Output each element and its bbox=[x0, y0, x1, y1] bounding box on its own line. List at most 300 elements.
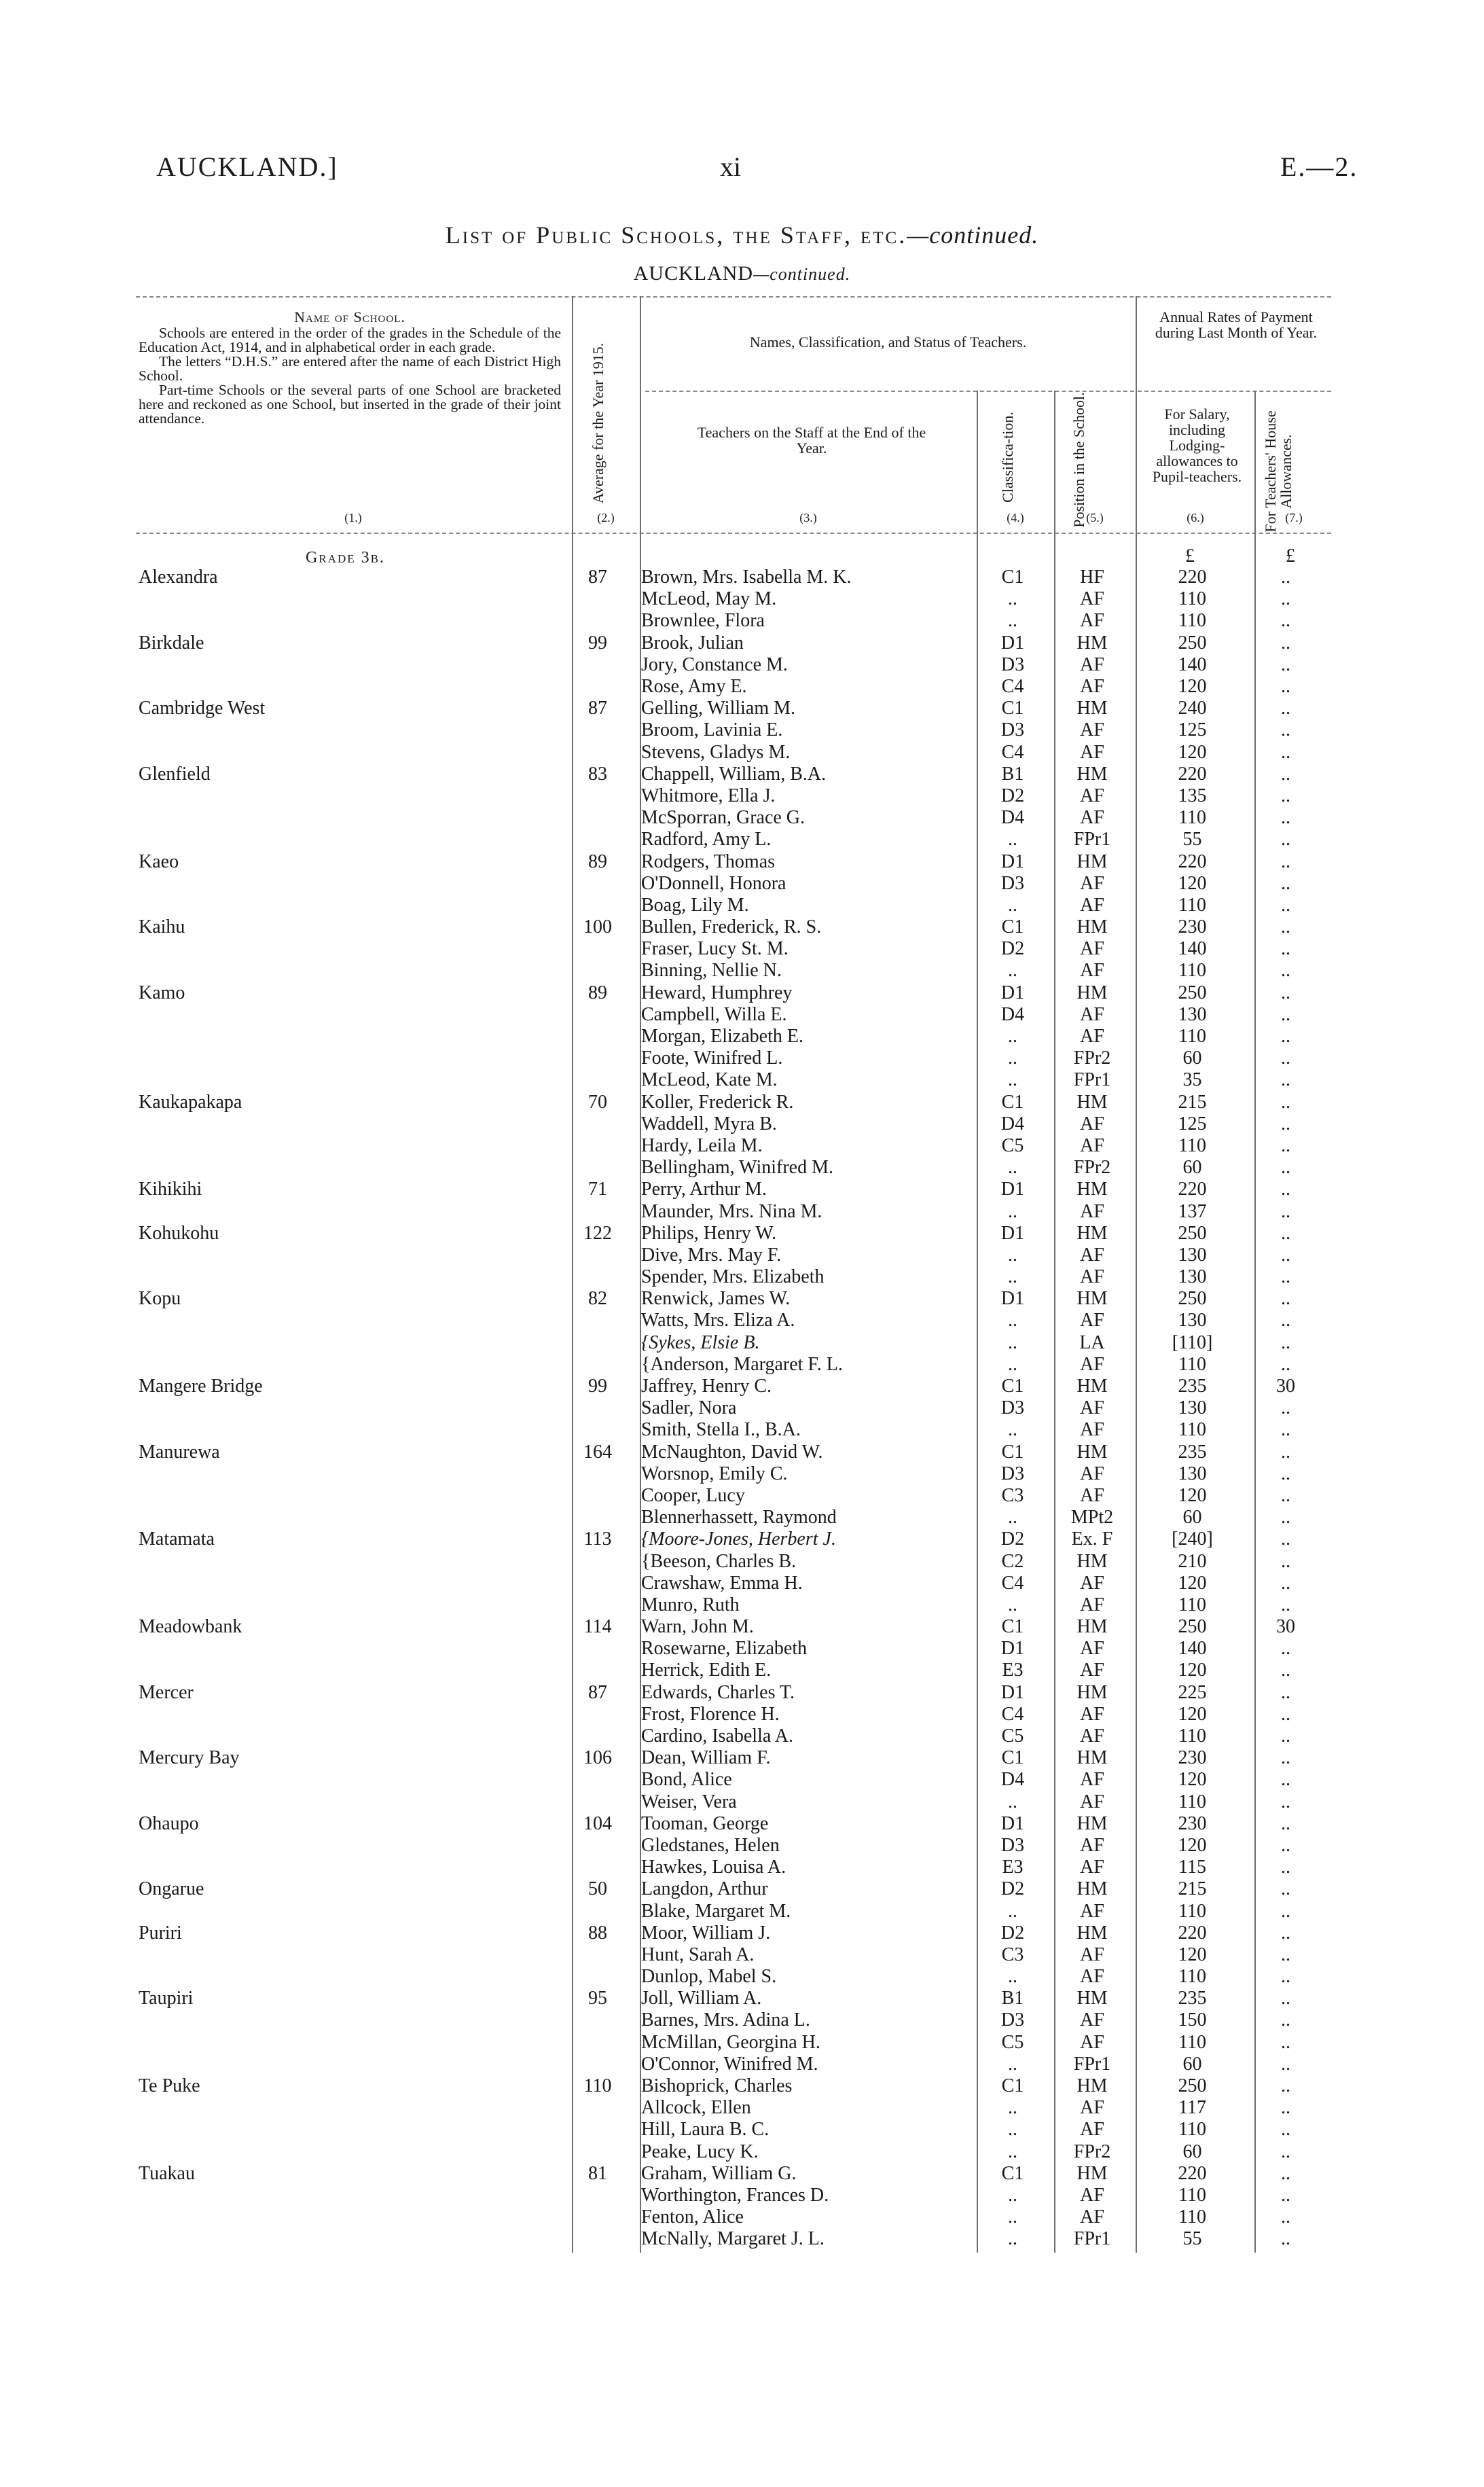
school-note-1: Schools are entered in the order of the grades in the Schedule of the Education Act, 1914, and in alphabetical order in each grade. bbox=[139, 325, 561, 355]
position: AF bbox=[1080, 1353, 1104, 1375]
table-row bbox=[139, 916, 1320, 938]
classification: C2 bbox=[1001, 1550, 1024, 1572]
school-name bbox=[139, 1463, 143, 1484]
school-name bbox=[139, 1704, 143, 1725]
salary: 140 bbox=[1178, 1638, 1207, 1660]
house-allowance: .. bbox=[1281, 1419, 1290, 1441]
table-row bbox=[139, 1223, 1320, 1245]
teacher-name-cell bbox=[632, 2054, 974, 2075]
school-name-cell bbox=[139, 1266, 564, 1288]
salary: 110 bbox=[1178, 1594, 1206, 1615]
average-attendance bbox=[564, 1966, 632, 1988]
salary: 35 bbox=[1182, 1069, 1202, 1091]
salary: 110 bbox=[1178, 2119, 1206, 2141]
position: HM bbox=[1076, 763, 1108, 785]
teacher-name-cell bbox=[632, 1048, 974, 1069]
average-attendance bbox=[564, 719, 632, 741]
classification: D1 bbox=[1000, 1179, 1025, 1200]
teacher-name: Gledstanes, Helen bbox=[641, 1835, 784, 1856]
salary: 215 bbox=[1178, 1878, 1207, 1900]
position: HM bbox=[1076, 982, 1108, 1003]
table-row bbox=[139, 1245, 1320, 1266]
classification: C1 bbox=[1001, 1376, 1024, 1397]
teacher-name: Tooman, George bbox=[641, 1813, 772, 1834]
average-attendance: 81 bbox=[588, 2162, 607, 2184]
table-row bbox=[139, 1725, 1320, 1747]
school-name-cell bbox=[139, 1966, 564, 1988]
school-name-cell bbox=[139, 764, 564, 785]
table-row bbox=[139, 2009, 1320, 2031]
position: AF bbox=[1080, 807, 1104, 829]
school-name-cell bbox=[139, 2054, 564, 2075]
school-name-cell bbox=[139, 916, 564, 938]
house-allowance: .. bbox=[1281, 938, 1290, 960]
teacher-name: Rose, Amy E. bbox=[641, 676, 751, 697]
house-allowance: .. bbox=[1281, 1660, 1290, 1681]
classification: C4 bbox=[1001, 676, 1024, 698]
average-attendance bbox=[564, 1004, 632, 1026]
school-name: Birkdale bbox=[139, 632, 208, 654]
teacher-name: Frost, Florence H. bbox=[641, 1704, 784, 1725]
position-column-heading: Position in the School. bbox=[1070, 392, 1087, 528]
school-name bbox=[139, 1485, 143, 1506]
teacher-name: Hill, Laura B. C. bbox=[641, 2119, 773, 2140]
house-allowance: .. bbox=[1281, 1769, 1290, 1791]
classification: C1 bbox=[1001, 1616, 1024, 1638]
school-name: Matamata bbox=[139, 1528, 219, 1550]
position: FPr2 bbox=[1073, 1048, 1111, 1069]
table-row bbox=[139, 1069, 1320, 1091]
salary: 110 bbox=[1178, 1419, 1206, 1441]
position: AF bbox=[1080, 1725, 1104, 1747]
house-allowance: .. bbox=[1281, 982, 1290, 1003]
classification: D2 bbox=[1000, 1528, 1025, 1550]
school-name bbox=[139, 2206, 143, 2227]
table-row bbox=[139, 1376, 1320, 1397]
teacher-name: Brook, Julian bbox=[641, 632, 748, 654]
average-attendance bbox=[564, 1550, 632, 1572]
teacher-name-cell bbox=[632, 1573, 974, 1594]
house-allowance: .. bbox=[1281, 763, 1290, 785]
teacher-name: Dunlop, Mabel S. bbox=[641, 1966, 780, 1987]
average-attendance bbox=[564, 2119, 632, 2141]
teacher-name: Cardino, Isabella A. bbox=[641, 1725, 797, 1747]
classification: .. bbox=[1008, 1244, 1017, 1266]
teacher-name: Hawkes, Louisa A. bbox=[641, 1857, 790, 1878]
salary: 220 bbox=[1178, 1922, 1207, 1944]
classification: C5 bbox=[1001, 1725, 1024, 1747]
teacher-name-cell bbox=[632, 1922, 974, 1944]
school-name-cell bbox=[139, 1660, 564, 1681]
school-name-cell bbox=[139, 1835, 564, 1857]
average-attendance bbox=[564, 1157, 632, 1179]
school-name: Kihikihi bbox=[139, 1179, 206, 1200]
house-allowance: .. bbox=[1281, 1331, 1290, 1353]
position: AF bbox=[1080, 1244, 1104, 1266]
table-row bbox=[139, 2054, 1320, 2075]
position: AF bbox=[1080, 1966, 1104, 1988]
table-row bbox=[139, 2032, 1320, 2054]
teacher-name: Brown, Mrs. Isabella M. K. bbox=[641, 567, 856, 588]
classification: E3 bbox=[1002, 1857, 1024, 1878]
house-allowance: .. bbox=[1281, 960, 1290, 982]
school-name bbox=[139, 588, 143, 609]
position: AF bbox=[1080, 1134, 1104, 1156]
house-allowance: .. bbox=[1281, 1288, 1290, 1310]
school-name bbox=[139, 1944, 143, 1965]
salary: 120 bbox=[1178, 1484, 1207, 1506]
page-number: xi bbox=[720, 151, 742, 182]
salary: 220 bbox=[1178, 1179, 1207, 1200]
salary: 120 bbox=[1178, 1834, 1207, 1856]
average-attendance bbox=[564, 1135, 632, 1157]
school-name-cell bbox=[139, 1813, 564, 1835]
teacher-name-cell bbox=[632, 1857, 974, 1878]
classification: D1 bbox=[1000, 1812, 1025, 1834]
school-name bbox=[139, 1573, 143, 1594]
classification: .. bbox=[1008, 1069, 1017, 1091]
salary: 60 bbox=[1182, 2053, 1202, 2075]
school-name bbox=[139, 1026, 143, 1047]
teacher-name: McSporran, Grace G. bbox=[641, 807, 809, 828]
average-attendance: 99 bbox=[588, 1376, 607, 1397]
teachers-column-number: (3.) bbox=[799, 511, 817, 524]
teacher-name-cell bbox=[632, 1135, 974, 1157]
average-attendance bbox=[564, 873, 632, 895]
position: AF bbox=[1080, 2009, 1104, 2031]
classification: D1 bbox=[1000, 1638, 1025, 1660]
table-row bbox=[139, 1485, 1320, 1507]
salary: 120 bbox=[1178, 1769, 1207, 1791]
classification: D1 bbox=[1000, 1222, 1025, 1244]
position: FPr1 bbox=[1073, 2053, 1111, 2075]
average-attendance bbox=[564, 588, 632, 610]
school-name bbox=[139, 895, 143, 916]
table-row bbox=[139, 1026, 1320, 1048]
school-note-3: Part-time Schools or the several parts of one School are bracketed here and reckoned as one School, but inserted in the grade of their joint attendance. bbox=[139, 382, 561, 427]
classification: .. bbox=[1008, 1200, 1017, 1222]
school-name-cell bbox=[139, 960, 564, 982]
classification: D3 bbox=[1000, 654, 1025, 675]
salary-unit: £ bbox=[1185, 545, 1195, 567]
school-name bbox=[139, 1835, 143, 1856]
school-name-cell bbox=[139, 1223, 564, 1245]
table-row bbox=[139, 1813, 1320, 1835]
average-attendance bbox=[564, 610, 632, 632]
teacher-name-cell bbox=[632, 1092, 974, 1113]
school-name bbox=[139, 1769, 143, 1790]
average-attendance: 95 bbox=[588, 1988, 607, 2009]
teacher-name-cell bbox=[632, 654, 974, 676]
house-allowance: .. bbox=[1281, 1550, 1290, 1572]
table-row bbox=[139, 1048, 1320, 1069]
house-allowance: .. bbox=[1281, 1397, 1290, 1419]
teacher-name-cell bbox=[632, 982, 974, 1004]
house-allowance: .. bbox=[1281, 1179, 1290, 1200]
teacher-name: McMillan, Georgina H. bbox=[641, 2032, 825, 2053]
classification: .. bbox=[1008, 960, 1017, 982]
table-row bbox=[139, 873, 1320, 895]
table-row bbox=[139, 742, 1320, 764]
average-attendance bbox=[564, 1704, 632, 1725]
house-allowance: .. bbox=[1281, 676, 1290, 698]
position: HM bbox=[1076, 1988, 1108, 2009]
school-name: Te Puke bbox=[139, 2075, 204, 2096]
school-name bbox=[139, 1004, 143, 1025]
position: AF bbox=[1080, 676, 1104, 698]
teacher-name-cell bbox=[632, 567, 974, 588]
teacher-name-cell bbox=[632, 1354, 974, 1376]
classification: C4 bbox=[1001, 1703, 1024, 1725]
house-allowance: .. bbox=[1281, 1463, 1290, 1484]
house-allowance: .. bbox=[1281, 872, 1290, 894]
position: AF bbox=[1080, 1944, 1104, 1965]
school-name-cell bbox=[139, 1878, 564, 1900]
position: AF bbox=[1080, 1638, 1104, 1660]
teacher-name: Whitmore, Ella J. bbox=[641, 785, 780, 806]
table-row bbox=[139, 654, 1320, 676]
school-name-cell bbox=[139, 742, 564, 764]
average-attendance bbox=[564, 1944, 632, 1966]
school-name-cell bbox=[139, 1594, 564, 1616]
school-name bbox=[139, 1310, 143, 1331]
classification: C1 bbox=[1001, 2075, 1024, 2097]
average-attendance bbox=[564, 1573, 632, 1594]
classification: .. bbox=[1008, 1266, 1017, 1288]
teacher-name-cell bbox=[632, 1704, 974, 1725]
average-attendance bbox=[564, 2097, 632, 2119]
school-name-cell bbox=[139, 851, 564, 872]
salary: 120 bbox=[1178, 872, 1207, 894]
house-allowance: .. bbox=[1281, 741, 1290, 763]
salary: 230 bbox=[1178, 1747, 1207, 1769]
teacher-name-cell bbox=[632, 1179, 974, 1200]
position-column-number: (5.) bbox=[1086, 511, 1104, 524]
teacher-name: {Beeson, Charles B. bbox=[641, 1551, 800, 1572]
teacher-name-cell bbox=[632, 851, 974, 872]
school-name bbox=[139, 1725, 143, 1747]
school-name-cell bbox=[139, 2228, 564, 2250]
salary: 220 bbox=[1178, 2162, 1207, 2184]
average-attendance: 50 bbox=[588, 1878, 607, 1900]
classification: .. bbox=[1008, 829, 1017, 851]
salary: 250 bbox=[1178, 982, 1207, 1003]
house-allowance: 30 bbox=[1276, 1616, 1295, 1638]
teacher-name: Maunder, Mrs. Nina M. bbox=[641, 1201, 826, 1222]
position: AF bbox=[1080, 1834, 1104, 1856]
teacher-name-cell bbox=[632, 1442, 974, 1463]
table-row bbox=[139, 960, 1320, 982]
house-allowance: .. bbox=[1281, 851, 1290, 872]
table-row bbox=[139, 829, 1320, 851]
classification: E3 bbox=[1002, 1660, 1024, 1681]
teacher-name: Gelling, William M. bbox=[641, 698, 799, 719]
position: HM bbox=[1076, 1747, 1108, 1769]
salary: 220 bbox=[1178, 851, 1207, 872]
house-allowance: .. bbox=[1281, 1812, 1290, 1834]
average-attendance bbox=[564, 1769, 632, 1791]
house-allowance: .. bbox=[1281, 1725, 1290, 1747]
teacher-name: Moor, William J. bbox=[641, 1922, 774, 1944]
average-attendance bbox=[564, 1725, 632, 1747]
house-allowance: .. bbox=[1281, 1266, 1290, 1288]
average-attendance bbox=[564, 1835, 632, 1857]
teacher-name-cell bbox=[632, 873, 974, 895]
teacher-name: Warn, John M. bbox=[641, 1616, 758, 1637]
position: AF bbox=[1080, 872, 1104, 894]
table-row bbox=[139, 1988, 1320, 2009]
school-column-number: (1.) bbox=[344, 511, 362, 524]
house-allowance: .. bbox=[1281, 1681, 1290, 1703]
school-name-cell bbox=[139, 785, 564, 807]
classification: C4 bbox=[1001, 1572, 1024, 1594]
table-row bbox=[139, 1747, 1320, 1769]
classification: .. bbox=[1008, 2097, 1017, 2119]
classification: D3 bbox=[1000, 872, 1025, 894]
table-row bbox=[139, 1769, 1320, 1791]
house-allowance: .. bbox=[1281, 807, 1290, 829]
position: HM bbox=[1076, 632, 1108, 654]
school-name-cell bbox=[139, 1376, 564, 1397]
house-allowance: .. bbox=[1281, 1222, 1290, 1244]
teacher-name-cell bbox=[632, 1245, 974, 1266]
salary: 215 bbox=[1178, 1091, 1207, 1113]
house-allowance: .. bbox=[1281, 785, 1290, 806]
school-name bbox=[139, 1354, 143, 1375]
table-row bbox=[139, 588, 1320, 610]
salary: 55 bbox=[1182, 2228, 1202, 2250]
school-name-cell bbox=[139, 1528, 564, 1550]
classification: D3 bbox=[1000, 2009, 1025, 2031]
teacher-name-cell bbox=[632, 1550, 974, 1572]
school-name bbox=[139, 1966, 143, 1987]
salary: 135 bbox=[1178, 785, 1207, 806]
house-allowance: .. bbox=[1281, 1922, 1290, 1944]
salary: 140 bbox=[1178, 654, 1207, 675]
average-attendance: 70 bbox=[588, 1091, 607, 1113]
salary: 110 bbox=[1178, 1791, 1206, 1812]
average-attendance bbox=[564, 1026, 632, 1048]
table-row bbox=[139, 2075, 1320, 2097]
average-attendance: 88 bbox=[588, 1922, 607, 1944]
school-name bbox=[139, 1245, 143, 1266]
position: HM bbox=[1076, 1878, 1108, 1900]
position: FPr1 bbox=[1073, 829, 1111, 851]
house-allowance: .. bbox=[1281, 2031, 1290, 2053]
table-row bbox=[139, 1288, 1320, 1310]
average-attendance bbox=[564, 2185, 632, 2206]
table-row bbox=[139, 1113, 1320, 1135]
classification: C1 bbox=[1001, 2162, 1024, 2184]
house-allowance: .. bbox=[1281, 1944, 1290, 1965]
school-name-cell bbox=[139, 1245, 564, 1266]
position: HM bbox=[1076, 1922, 1108, 1944]
average-attendance: 164 bbox=[583, 1441, 612, 1463]
table-row bbox=[139, 895, 1320, 916]
position: HM bbox=[1076, 1681, 1108, 1703]
classification: .. bbox=[1008, 1353, 1017, 1375]
salary: 130 bbox=[1178, 1244, 1207, 1266]
position: AF bbox=[1080, 1791, 1104, 1812]
teacher-name-cell bbox=[632, 2119, 974, 2141]
classification: .. bbox=[1008, 2228, 1017, 2250]
teacher-name: Bellingham, Winifred M. bbox=[641, 1157, 837, 1178]
average-attendance: 99 bbox=[588, 632, 607, 654]
house-allowance: .. bbox=[1281, 829, 1290, 851]
house-allowance: .. bbox=[1281, 1572, 1290, 1594]
average-attendance bbox=[564, 1200, 632, 1222]
classification: D4 bbox=[1000, 807, 1025, 829]
school-name: Mangere Bridge bbox=[139, 1376, 267, 1397]
salary: 120 bbox=[1178, 1944, 1207, 1965]
teacher-name: Peake, Lucy K. bbox=[641, 2141, 763, 2162]
table-row bbox=[139, 676, 1320, 698]
school-name bbox=[139, 742, 143, 763]
position: AF bbox=[1080, 2119, 1104, 2141]
school-name: Kopu bbox=[139, 1288, 185, 1309]
teacher-name-cell bbox=[632, 2097, 974, 2119]
school-name bbox=[139, 2185, 143, 2206]
teacher-name: Broom, Lavinia E. bbox=[641, 719, 786, 740]
house-allowance: .. bbox=[1281, 610, 1290, 632]
average-attendance: 110 bbox=[583, 2075, 612, 2097]
average-attendance bbox=[564, 1900, 632, 1922]
school-name-cell bbox=[139, 1048, 564, 1069]
school-name bbox=[139, 1660, 143, 1681]
house-allowance: .. bbox=[1281, 916, 1290, 938]
teacher-name: Cooper, Lucy bbox=[641, 1485, 749, 1506]
position: AF bbox=[1080, 1484, 1104, 1506]
teacher-name: Morgan, Elizabeth E. bbox=[641, 1026, 808, 1047]
classification: .. bbox=[1008, 1507, 1017, 1528]
school-name: Mercury Bay bbox=[139, 1747, 244, 1768]
school-name: Glenfield bbox=[139, 764, 215, 785]
school-name-cell bbox=[139, 895, 564, 916]
teacher-name: Waddell, Myra B. bbox=[641, 1113, 781, 1134]
classification: C1 bbox=[1001, 1441, 1024, 1463]
teacher-name: Stevens, Gladys M. bbox=[641, 742, 794, 763]
salary: 230 bbox=[1178, 1812, 1207, 1834]
average-attendance bbox=[564, 1332, 632, 1354]
position: AF bbox=[1080, 938, 1104, 960]
teacher-name-cell bbox=[632, 960, 974, 982]
salary: 60 bbox=[1182, 1157, 1202, 1179]
house-allowance: .. bbox=[1281, 1594, 1290, 1615]
school-name-cell bbox=[139, 1354, 564, 1376]
teacher-name-cell bbox=[632, 2009, 974, 2031]
school-name-cell bbox=[139, 2009, 564, 2031]
school-name bbox=[139, 2054, 143, 2075]
classification: .. bbox=[1008, 1157, 1017, 1179]
salary: 240 bbox=[1178, 698, 1207, 719]
table-row bbox=[139, 1419, 1320, 1441]
position: AF bbox=[1080, 1572, 1104, 1594]
school-name-cell bbox=[139, 2097, 564, 2119]
group-rule-rates bbox=[1138, 391, 1331, 392]
school-name: Kaihu bbox=[139, 916, 189, 937]
salary: 130 bbox=[1178, 1310, 1207, 1331]
school-name bbox=[139, 807, 143, 828]
position: AF bbox=[1080, 2184, 1104, 2206]
school-name-cell bbox=[139, 698, 564, 719]
school-name-cell bbox=[139, 1900, 564, 1922]
title-continued: —continued. bbox=[907, 221, 1039, 249]
table-row bbox=[139, 1354, 1320, 1376]
table-row bbox=[139, 1660, 1320, 1681]
salary: 130 bbox=[1178, 1003, 1207, 1025]
school-name-cell bbox=[139, 1550, 564, 1572]
table-row bbox=[139, 632, 1320, 654]
